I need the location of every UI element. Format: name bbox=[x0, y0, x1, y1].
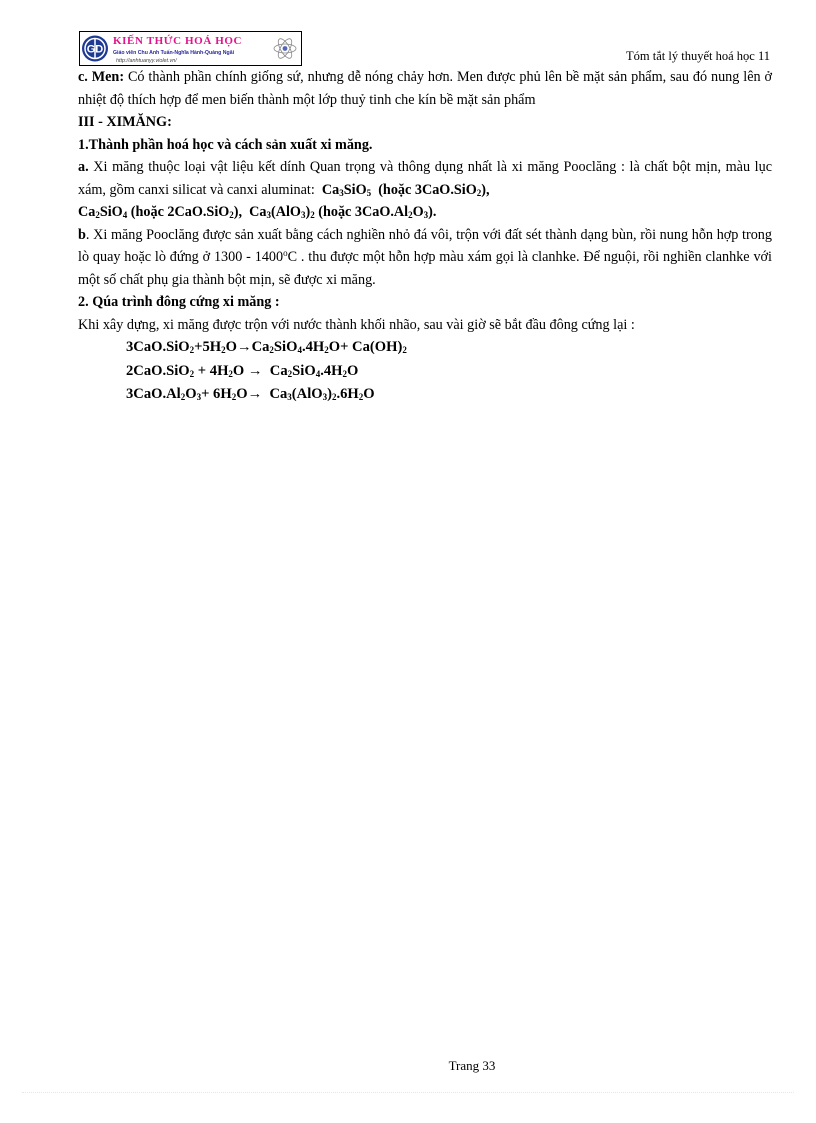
equation-3: $3CaO.Al_2O_3+ 6H_2O\to Ca_3(AlO_3)_2.6H_2O$ bbox=[126, 386, 375, 402]
equation-1: $3CaO.SiO_2+5H_2O\to Ca_2SiO_4.4H_2O+ Ca(OH)_2$ bbox=[126, 339, 407, 355]
footer-divider bbox=[22, 1092, 794, 1093]
section-title: III - XIMĂNG: bbox=[78, 114, 172, 130]
logo-title: KIẾN THỨC HOÁ HỌC bbox=[113, 35, 243, 47]
paragraph-b: b. Xi măng Pooclăng được sản xuất bằng cách nghiền nhỏ đá vôi, trộn với đất sét thành dạng bùn, rồi nung hỗn hợp trong lò quay hoặc lò đứng ở 1300 - 1400$^o$C . thu được một hỗn hợp màu xám gọi là clanhke. Để nguội, rồi nghiền clanhke với một số chất phụ gia thành bột mịn, sẽ được xi măng. bbox=[78, 226, 772, 288]
formula-belite: $Ca_2SiO_4$ (hoặc 2CaO.SiO$_2$), $Ca_3(AlO_3)_2$ (hoặc $3CaO.Al_2O_3$). bbox=[78, 204, 437, 220]
svg-text:GD: GD bbox=[86, 43, 104, 56]
men-paragraph: c. Men: Có thành phần chính giống sứ, nhưng dễ nóng chảy hơn. Men được phủ lên bề mặt sản phẩm, sau đó nung lên ở nhiệt độ thích hợp để men biến thành một lớp thuỷ tinh che kín bề mặt sản phẩm bbox=[78, 69, 772, 108]
men-label: c. Men: bbox=[78, 69, 125, 85]
page-body bbox=[78, 66, 772, 407]
intro-paragraph: Khi xây dựng, xi măng được trộn với nước thành khối nhão, sau vài giờ sẽ bắt đầu đông cứng lại : bbox=[78, 316, 635, 333]
subsection-1-title: 1.Thành phần hoá học và cách sản xuất xi măng. bbox=[78, 136, 373, 153]
equation-2: $2CaO.SiO_2 + 4H_2O \to Ca_2SiO_4.4H_2O$ bbox=[126, 362, 359, 379]
paragraph-a: a. Xi măng thuộc loại vật liệu kết dính Quan trọng và thông dụng nhất là xi măng Pooclăng : là chất bột mịn, màu lục xám, gồm canxi silicat và canxi aluminat: $Ca_3SiO_5$ (hoặc 3CaO.SiO$_2$), $Ca_2SiO_4$ (hoặc 2CaO.SiO$_2$), $Ca_3(AlO_3)_2$ (hoặc $3CaO.Al_2O_3$). bbox=[78, 159, 772, 220]
page-number: Trang 33 bbox=[448, 1058, 496, 1073]
logo-subtitle: Giáo viên Chu Anh Tuấn-Nghĩa Hành-Quảng Ngãi bbox=[113, 50, 235, 56]
header-title: Tóm tắt lý thuyết hoá học 11 bbox=[626, 49, 770, 63]
subsection-2-title: 2. Qúa trình đông cứng xi măng : bbox=[78, 294, 280, 310]
header-logo bbox=[79, 31, 302, 66]
formula-alite: $Ca_3SiO_5$ (hoặc 3CaO.SiO$_2$), bbox=[321, 181, 490, 198]
logo-url: http://anhtuanyy.violet.vn/ bbox=[116, 58, 177, 64]
gd-emblem-icon bbox=[82, 36, 108, 62]
